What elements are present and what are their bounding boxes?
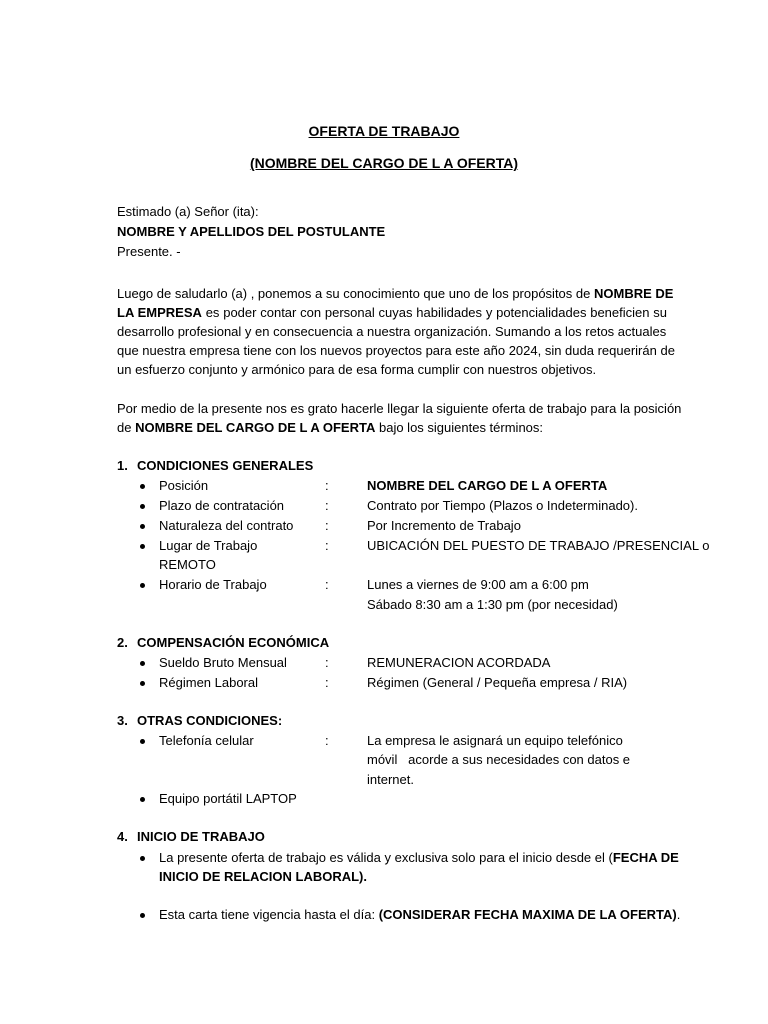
para1-line1-text: Luego de saludarlo (a) , ponemos a su conocimiento que uno de los propósitos de bbox=[117, 286, 591, 301]
horario-value-weekdays: Lunes a viernes de 9:00 am a 6:00 pm bbox=[367, 577, 589, 592]
horario-label: Horario de Trabajo bbox=[159, 575, 267, 595]
validity-bullet bbox=[159, 905, 680, 925]
colon: : bbox=[325, 498, 329, 513]
start-date-bullet-line1 bbox=[159, 848, 679, 868]
para2-line2 bbox=[117, 418, 543, 438]
colon: : bbox=[325, 675, 329, 690]
section4-number: 4. bbox=[117, 829, 128, 844]
posicion-value: NOMBRE DEL CARGO DE L A OFERTA bbox=[367, 478, 608, 493]
start-date-text: La presente oferta de trabajo es válida y exclusiva solo para el inicio desde el ( bbox=[159, 850, 613, 865]
company-name-part1: NOMBRE DE bbox=[594, 286, 674, 301]
position-name-inline: NOMBRE DEL CARGO DE L A OFERTA bbox=[135, 420, 376, 435]
start-date-placeholder-part2: INICIO DE RELACION LABORAL). bbox=[159, 869, 367, 884]
colon: : bbox=[325, 538, 329, 553]
section4-title: INICIO DE TRABAJO bbox=[137, 829, 265, 844]
plazo-label: Plazo de contratación bbox=[159, 496, 284, 516]
section2-number: 2. bbox=[117, 635, 128, 650]
section1-number: 1. bbox=[117, 458, 128, 473]
plazo-value: Contrato por Tiempo (Plazos o Indeterminado). bbox=[367, 498, 638, 513]
para1-line5: un esfuerzo conjunto y armónico para de esa forma cumplir con nuestros objetivos. bbox=[117, 362, 597, 377]
start-date-placeholder-part1: FECHA DE bbox=[612, 850, 679, 865]
document-subtitle: (NOMBRE DEL CARGO DE L A OFERTA) bbox=[249, 155, 519, 171]
section3-title: OTRAS CONDICIONES: bbox=[137, 713, 283, 728]
posicion-label: Posición bbox=[159, 476, 208, 496]
colon: : bbox=[325, 733, 329, 748]
presente-line: Presente. - bbox=[117, 244, 181, 259]
telefonia-value-line2: móvil acorde a sus necesidades con datos e bbox=[367, 752, 631, 767]
colon: : bbox=[325, 655, 329, 670]
colon: : bbox=[325, 577, 329, 592]
para1-line4: que nuestra empresa tiene con los nuevos proyectos para este año 2024, sin duda requerirán de bbox=[117, 343, 675, 358]
para1-line2 bbox=[117, 303, 667, 323]
colon: : bbox=[325, 478, 329, 493]
para2-line2-end: bajo los siguientes términos: bbox=[378, 420, 544, 435]
para1-line1 bbox=[117, 284, 674, 304]
document-title: OFERTA DE TRABAJO bbox=[308, 123, 460, 139]
lugar-label-continued: REMOTO bbox=[159, 557, 216, 572]
validity-period: . bbox=[676, 907, 681, 922]
sueldo-label: Sueldo Bruto Mensual bbox=[159, 653, 287, 673]
para1-line3: desarrollo profesional y en consecuencia a nuestra organización. Sumando a los retos actuales bbox=[117, 324, 667, 339]
validity-text: Esta carta tiene vigencia hasta el día: bbox=[159, 907, 376, 922]
laptop-label: Equipo portátil LAPTOP bbox=[159, 789, 297, 809]
sueldo-value: REMUNERACION ACORDADA bbox=[367, 655, 551, 670]
horario-value-saturday: Sábado 8:30 am a 1:30 pm (por necesidad) bbox=[367, 597, 618, 612]
telefonia-value-line1: La empresa le asignará un equipo telefónico bbox=[367, 733, 623, 748]
validity-date-placeholder: (CONSIDERAR FECHA MAXIMA DE LA OFERTA) bbox=[378, 907, 677, 922]
section3-number: 3. bbox=[117, 713, 128, 728]
lugar-label: Lugar de Trabajo bbox=[159, 536, 257, 556]
salutation: Estimado (a) Señor (ita): bbox=[117, 204, 259, 219]
para2-line1: Por medio de la presente nos es grato hacerle llegar la siguiente oferta de trabajo para la posición bbox=[117, 401, 682, 416]
para1-line2-text: es poder contar con personal cuyas habilidades y potencialidades beneficien su bbox=[205, 305, 667, 320]
para2-line2-start: de bbox=[117, 420, 132, 435]
company-name-part2: LA EMPRESA bbox=[117, 305, 202, 320]
section2-title: COMPENSACIÓN ECONÓMICA bbox=[137, 635, 330, 650]
lugar-value: UBICACIÓN DEL PUESTO DE TRABAJO /PRESENCIAL o bbox=[367, 538, 710, 553]
telefonia-label: Telefonía celular bbox=[159, 731, 254, 751]
naturaleza-label: Naturaleza del contrato bbox=[159, 516, 293, 536]
naturaleza-value: Por Incremento de Trabajo bbox=[367, 518, 521, 533]
section1-title: CONDICIONES GENERALES bbox=[137, 458, 314, 473]
regimen-label: Régimen Laboral bbox=[159, 673, 258, 693]
colon: : bbox=[325, 518, 329, 533]
applicant-name: NOMBRE Y APELLIDOS DEL POSTULANTE bbox=[117, 224, 386, 239]
regimen-value: Régimen (General / Pequeña empresa / RIA) bbox=[367, 675, 628, 690]
telefonia-value-line3: internet. bbox=[367, 772, 414, 787]
